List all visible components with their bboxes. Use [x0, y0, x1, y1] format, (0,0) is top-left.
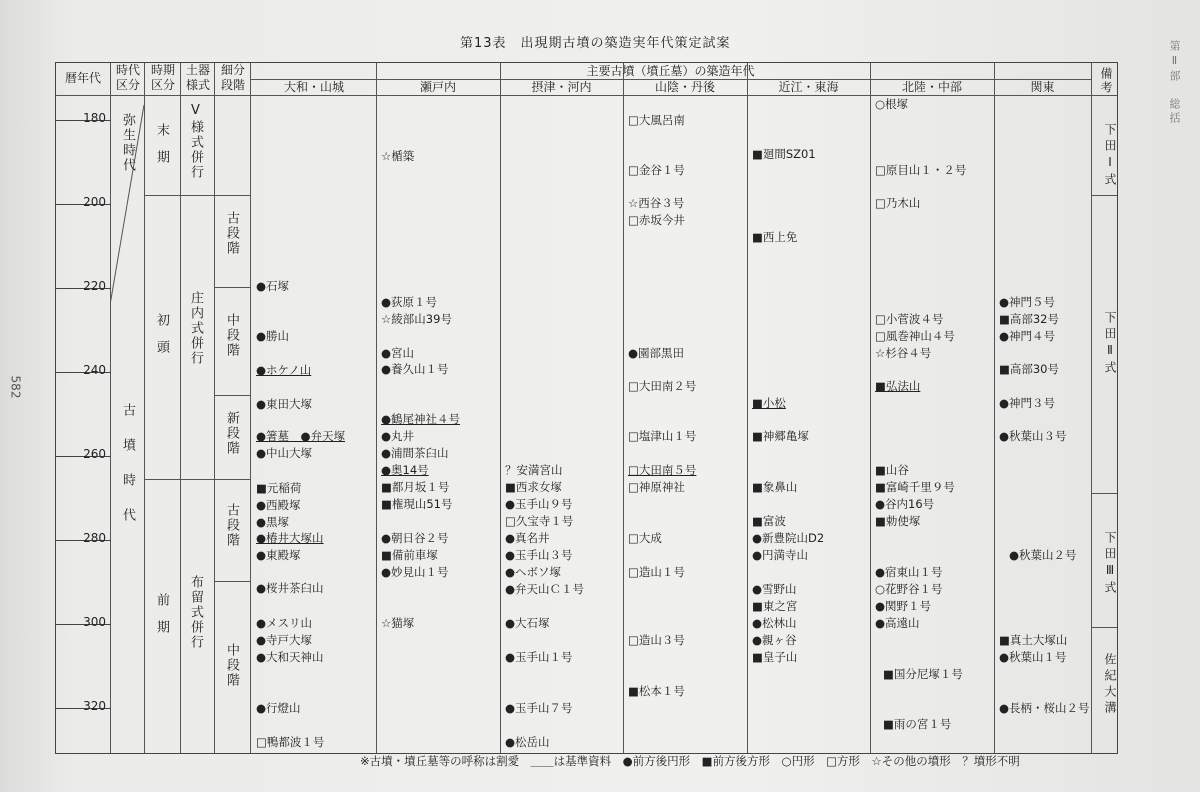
pottery-furu: 布留式併行: [188, 575, 203, 650]
entry-sanin: ●園部黒田: [628, 346, 685, 360]
entry-sanin: ■松本１号: [628, 684, 685, 698]
entry-kanto: ●神門３号: [999, 396, 1056, 410]
entry-sanin: □金谷１号: [628, 163, 685, 177]
entry-omi: ●雪野山: [752, 582, 797, 596]
entry-omi: ●松林山: [752, 616, 797, 630]
sub-old-2: 古段階: [224, 503, 239, 548]
entry-yamato: ●椿井大塚山: [256, 531, 324, 545]
header-period: 時代区分: [115, 63, 140, 92]
header-biko: 備考: [1099, 67, 1113, 95]
year-label: 180: [83, 111, 106, 125]
entry-setouchi: ●荻原１号: [381, 295, 438, 309]
header-sub: 細分段階: [220, 63, 245, 92]
entry-kanto: ■高部30号: [999, 362, 1059, 376]
entry-sanin: □神原神社: [628, 480, 685, 494]
entry-hokuriku: ■国分尼塚１号: [883, 667, 963, 681]
entry-kanto: ●秋葉山１号: [999, 650, 1067, 664]
year-label: 220: [83, 279, 106, 293]
sub-old: 古段階: [224, 211, 239, 256]
header-region-sanin: 山陰・丹後: [654, 80, 715, 94]
entry-omi: ■富波: [752, 514, 786, 528]
entry-hokuriku: ●谷内16号: [875, 497, 935, 511]
entry-yamato: ●メスリ山: [256, 616, 313, 630]
entry-omi: ■西上免: [752, 230, 798, 244]
entry-yamato: ●箸墓 ●弁天塚: [256, 429, 346, 443]
biko-shimoda-2: 下田Ⅱ式: [1103, 311, 1117, 377]
entry-yamato: ●中山大塚: [256, 446, 313, 460]
entry-settsu: ●弁天山Ｃ１号: [505, 582, 585, 596]
era-early: 初頭: [154, 313, 169, 367]
year-label: 240: [83, 363, 106, 377]
pottery-shonai: 庄内式併行: [188, 291, 203, 366]
entry-omi: ■象鼻山: [752, 480, 798, 494]
period-yayoi: 弥生時代: [120, 113, 135, 173]
entry-settsu: ●玉手山９号: [505, 497, 573, 511]
entry-sanin: □大成: [628, 531, 662, 545]
header-region-hokuriku: 北陸・中部: [901, 80, 962, 94]
header-region-omi: 近江・東海: [778, 80, 839, 94]
entry-hokuriku: □原目山１・２号: [875, 163, 967, 177]
entry-kanto: ●長柄・桜山２号: [999, 701, 1090, 715]
entry-yamato: ●西殿塚: [256, 498, 301, 512]
entry-yamato: □鴨都波１号: [256, 735, 325, 749]
biko-saki-omizo: 佐紀大溝: [1103, 653, 1117, 717]
chronology-table: [55, 62, 1118, 754]
entry-setouchi: ☆猫塚: [381, 616, 415, 630]
entry-setouchi: ■権現山51号: [381, 497, 453, 511]
entry-hokuriku: ●関野１号: [875, 599, 932, 613]
pottery-v: Ⅴ様式併行: [188, 103, 203, 180]
entry-setouchi: ●鶴尾神社４号: [381, 412, 461, 426]
header-pottery: 土器様式: [185, 63, 210, 92]
entry-omi: ■皇子山: [752, 650, 798, 664]
entry-hokuriku: ■弘法山: [875, 379, 921, 393]
entry-yamato: ●黒塚: [256, 515, 290, 529]
entry-hokuriku: ■雨の宮１号: [883, 717, 952, 731]
entry-kanto: ■真土大塚山: [999, 633, 1068, 647]
entry-setouchi: ☆綾部山39号: [381, 312, 452, 326]
entry-settsu: ●玉手山３号: [505, 548, 573, 562]
entry-yamato: ●東田大塚: [256, 397, 313, 411]
entry-kanto: ■高部32号: [999, 312, 1059, 326]
entry-yamato: ●勝山: [256, 329, 290, 343]
entry-settsu: ●松岳山: [505, 735, 550, 749]
entry-yamato: ●東殿塚: [256, 548, 301, 562]
entry-omi: ■廻間SZ01: [752, 147, 816, 161]
entry-yamato: ●石塚: [256, 279, 290, 293]
entry-sanin: □塩津山１号: [628, 429, 697, 443]
entry-hokuriku: ○花野谷１号: [875, 582, 943, 596]
entry-setouchi: ☆楯築: [381, 149, 415, 163]
entry-hokuriku: ●宿東山１号: [875, 565, 943, 579]
entry-omi: ■小松: [752, 396, 786, 410]
entry-setouchi: ●浦間茶臼山: [381, 446, 449, 460]
header-region-settsu: 摂津・河内: [531, 80, 592, 94]
entry-yamato: ■元稲荷: [256, 481, 302, 495]
entry-hokuriku: ■勅使塚: [875, 514, 921, 528]
entry-settsu: ●玉手山７号: [505, 701, 573, 715]
entry-sanin: □造山３号: [628, 633, 685, 647]
entry-hokuriku: ○根塚: [875, 97, 909, 111]
year-label: 200: [83, 195, 106, 209]
entry-omi: ●親ヶ谷: [752, 633, 797, 647]
entry-settsu: □久宝寺１号: [505, 514, 574, 528]
sub-mid-2: 中段階: [224, 643, 239, 688]
table-title: 第13表 出現期古墳の築造実年代策定試案: [460, 36, 731, 51]
year-label: 260: [83, 447, 106, 461]
entry-sanin: ☆西谷３号: [628, 196, 685, 210]
entry-setouchi: ●養久山１号: [381, 362, 449, 376]
biko-shimoda-1: 下田Ⅰ式: [1103, 123, 1117, 189]
header-region-kanto: 関東: [1030, 80, 1055, 94]
entry-kanto: ●神門４号: [999, 329, 1056, 343]
entry-hokuriku: ☆杉谷４号: [875, 346, 932, 360]
entry-hokuriku: ■山谷: [875, 463, 909, 477]
biko-shimoda-3: 下田Ⅲ式: [1103, 531, 1117, 597]
entry-sanin: □大風呂南: [628, 113, 685, 127]
entry-omi: ●新豊院山D2: [752, 531, 825, 545]
entry-setouchi: ●妙見山１号: [381, 565, 449, 579]
entry-setouchi: ●朝日谷２号: [381, 531, 449, 545]
legend-footnote: ※古墳・墳丘墓等の呼称は割愛 ＿＿は基準資料 ●前方後円形 ■前方後方形 ○円形 □方形 ☆その他の墳形 ？墳形不明: [360, 754, 1020, 768]
entry-hokuriku: □風巻神山４号: [875, 329, 955, 343]
entry-hokuriku: ●高遠山: [875, 616, 920, 630]
sub-new: 新段階: [224, 411, 239, 456]
year-label: 320: [83, 699, 106, 713]
header-region-setouchi: 瀬戸内: [419, 80, 456, 94]
era-late: 末期: [154, 123, 169, 177]
entry-settsu: ●玉手山１号: [505, 650, 573, 664]
entry-kanto: ●神門５号: [999, 295, 1056, 309]
entry-hokuriku: □小菅波４号: [875, 312, 944, 326]
entry-hokuriku: ■富崎千里９号: [875, 480, 955, 494]
header-year: 暦年代: [64, 71, 101, 85]
entry-setouchi: ●丸井: [381, 429, 415, 443]
entry-hokuriku: □乃木山: [875, 196, 921, 210]
era-zenki: 前期: [154, 593, 169, 647]
year-label: 280: [83, 531, 106, 545]
entry-yamato: ●ホケノ山: [256, 363, 312, 377]
header-era: 時期区分: [150, 63, 175, 92]
running-header: 第Ⅱ部 総括: [1168, 40, 1181, 126]
entry-sanin: □赤坂今井: [628, 213, 685, 227]
header-main: 主要古墳（墳丘墓）の築造年代: [586, 64, 755, 78]
entry-sanin: □大田南５号: [628, 463, 697, 477]
entry-settsu: ■西求女塚: [505, 480, 562, 494]
entry-omi: ■東之宮: [752, 599, 798, 613]
entry-omi: ●円満寺山: [752, 548, 809, 562]
entry-settsu: ●真名井: [505, 531, 550, 545]
entry-setouchi: ■備前車塚: [381, 548, 438, 562]
entry-setouchi: ●宮山: [381, 346, 415, 360]
entry-settsu: ●大石塚: [505, 616, 550, 630]
entry-settsu: ●ヘボソ塚: [505, 565, 562, 579]
entry-sanin: □造山１号: [628, 565, 685, 579]
entry-setouchi: ●奥14号: [381, 463, 429, 477]
entry-kanto: ●秋葉山２号: [1009, 548, 1077, 562]
entry-setouchi: ■都月坂１号: [381, 480, 450, 494]
entry-sanin: □大田南２号: [628, 379, 697, 393]
period-kofun: 古墳時代: [120, 403, 135, 543]
entry-yamato: ●大和天神山: [256, 650, 324, 664]
entry-yamato: ●桜井茶臼山: [256, 581, 324, 595]
header-region-yamato: 大和・山城: [283, 80, 344, 94]
page-number: 582: [8, 375, 23, 399]
entry-omi: ■神郷亀塚: [752, 429, 809, 443]
year-label: 300: [83, 615, 106, 629]
sub-mid: 中段階: [224, 313, 239, 358]
entry-kanto: ●秋葉山３号: [999, 429, 1067, 443]
entry-yamato: ●寺戸大塚: [256, 633, 313, 647]
entry-yamato: ●行燈山: [256, 701, 301, 715]
entry-settsu: ？安満宮山: [505, 463, 563, 477]
